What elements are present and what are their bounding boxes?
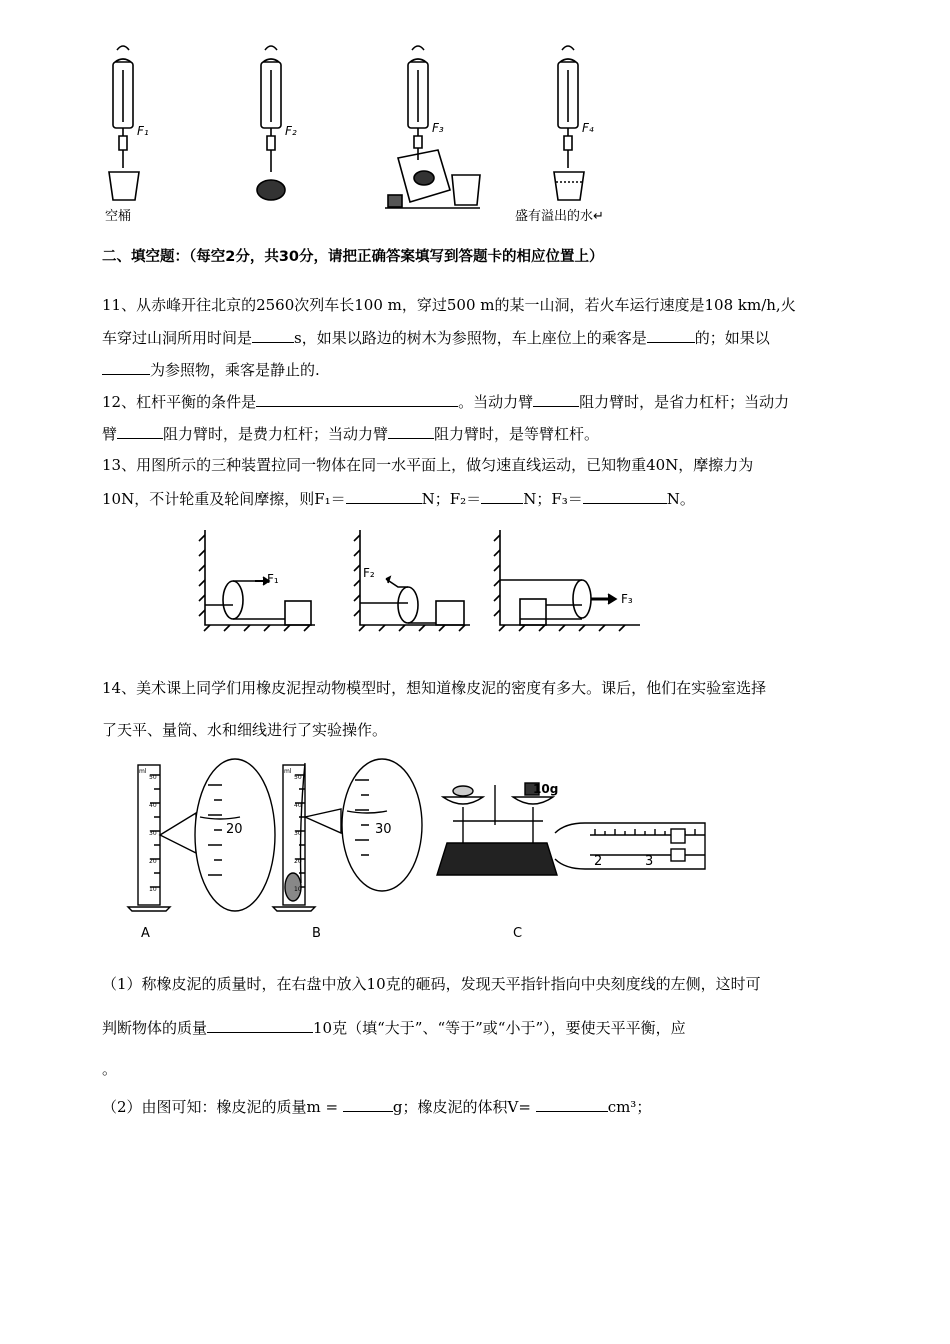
label-f3: F₃	[432, 121, 444, 135]
spring-scale-figure	[95, 40, 625, 230]
cylinder-a-tick-20: 20	[149, 858, 157, 865]
spring-scale-1	[109, 46, 139, 200]
cylinder-a-tick-10: 10	[149, 886, 157, 893]
cylinder-b-tick-30: 30	[294, 830, 302, 837]
q12-text-f: 阻力臂时，是等臂杠杆。	[434, 425, 600, 443]
q12-blank-3[interactable]	[388, 422, 434, 439]
cylinder-b-unit: ml	[284, 768, 292, 775]
q14-blank-volume[interactable]	[536, 1095, 608, 1112]
q12-blank-condition[interactable]	[256, 390, 458, 407]
q14-part1-line-2	[102, 1016, 686, 1039]
q12-blank-1[interactable]	[533, 390, 579, 407]
cylinder-a-unit: ml	[139, 768, 147, 775]
q12-line-1	[102, 390, 789, 413]
cylinder-a-tick-50: 50	[149, 774, 157, 781]
q12-text-d: 臂	[102, 425, 118, 443]
caption-a: A	[141, 926, 150, 941]
q14-part1-line-1: （1）称橡皮泥的质量时，在右盘中放入10克的砸码，发现天平指针指向中央刻度线的左侧，这时可	[102, 975, 761, 993]
section-heading: 二、填空题：（每空2分，共30分，请把正确答案填写到答题卡的相应位置上）	[102, 249, 604, 265]
q14-part1-line-3: 。	[102, 1060, 118, 1078]
spring-scale-2	[257, 46, 285, 200]
q13-text-b: N；F₂＝	[421, 490, 482, 508]
q14-part2-line	[102, 1095, 651, 1118]
pulley-figure	[195, 525, 645, 645]
caption-b: B	[312, 926, 321, 941]
cylinder-a-tick-40: 40	[149, 802, 157, 809]
label-f2: F₂	[285, 124, 297, 138]
caption-empty-bucket: 空桶	[105, 209, 132, 224]
cylinder-b-tick-20: 20	[294, 858, 302, 865]
q11-blank-time[interactable]	[252, 326, 294, 343]
zoom-b-reading: 30	[375, 822, 392, 837]
q14-p2-text-b: g；橡皮泥的体积V=	[392, 1098, 531, 1116]
spring-scale-4	[554, 46, 584, 200]
q14-p1-text-b: 10克（填“大于”、“等于”或“小于”），要使天平平衡，应	[313, 1019, 686, 1037]
caption-c: C	[513, 926, 523, 941]
q13-blank-f3[interactable]	[583, 487, 667, 504]
q14-p2-text-c: cm³；	[607, 1098, 652, 1116]
q11-line-3	[102, 358, 320, 381]
q11-text-a: 车穿过山洞所用时间是	[102, 329, 253, 347]
q12-text-c: 阻力臂时，是省力杠杆；当动力	[579, 393, 790, 411]
q11-line-1: 11、从赤峰开往北京的2560次列车长100 m，穿过500 m的某一山洞，若火车运行速度是108 km/h,火	[102, 296, 796, 314]
pulley-label-f1: F₁	[267, 572, 279, 586]
q13-line-2	[102, 487, 695, 510]
q13-text-c: N；F₃＝	[523, 490, 583, 508]
cylinder-b-tick-10: 10	[294, 886, 302, 893]
weight-label: 10g	[533, 782, 559, 796]
q14-blank-mass[interactable]	[343, 1095, 393, 1112]
label-f4: F₄	[582, 121, 594, 135]
cylinder-b-tick-50: 50	[294, 774, 302, 781]
q11-blank-state[interactable]	[647, 326, 695, 343]
q13-line-1: 13、用图所示的三种装置拉同一物体在同一水平面上，做匀速直线运动，已知物重40N，摩擦力为	[102, 456, 754, 474]
q14-p1-text-a: 判断物体的质量	[102, 1019, 208, 1037]
q12-text-b: 。当动力臂	[458, 393, 534, 411]
balance-c	[437, 783, 705, 875]
pulley-3	[494, 530, 640, 631]
cylinder-a-tick-30: 30	[149, 830, 157, 837]
q12-line-2	[102, 422, 599, 445]
pulley-label-f3: F₃	[621, 592, 633, 606]
q14-line-1: 14、美术课上同学们用橡皮泥捏动物模型时，想知道橡皮泥的密度有多大。课后，他们在实验室选择	[102, 679, 767, 697]
pulley-1	[199, 530, 315, 631]
scale-num-3: 3	[645, 854, 654, 869]
q11-text-d: 为参照物，乘客是静止的.	[150, 361, 320, 379]
q14-p2-text-a: （2）由图可知：橡皮泥的质量m =	[102, 1098, 339, 1116]
q11-blank-reference[interactable]	[102, 358, 150, 375]
q11-text-c: 的；如果以	[694, 329, 770, 347]
q13-text-d: N。	[666, 490, 695, 508]
q12-blank-2[interactable]	[117, 422, 163, 439]
q14-line-2: 了天平、量筒、水和细线进行了实验操作。	[102, 721, 388, 739]
density-experiment-figure	[120, 755, 720, 945]
q12-text-e: 阻力臂时，是费力杠杆；当动力臂	[163, 425, 389, 443]
label-f1: F₁	[137, 124, 149, 138]
q13-blank-f1[interactable]	[346, 487, 422, 504]
q14-blank-mass-compare[interactable]	[207, 1016, 313, 1033]
q11-line-2	[102, 326, 770, 349]
zoom-a-reading: 20	[226, 822, 243, 837]
pulley-label-f2: F₂	[363, 566, 375, 580]
cylinder-b-tick-40: 40	[294, 802, 302, 809]
pulley-2	[354, 530, 470, 631]
q11-text-b: s，如果以路边的树木为参照物，车上座位上的乘客是	[294, 329, 647, 347]
q13-blank-f2[interactable]	[481, 487, 523, 504]
caption-water-bucket: 盛有溢出的水↵	[515, 209, 604, 224]
q12-text-a: 12、杠杆平衡的条件是	[102, 393, 257, 411]
scale-num-2: 2	[594, 854, 603, 869]
q13-text-a: 10N，不计轮重及轮间摩擦，则F₁＝	[102, 490, 346, 508]
